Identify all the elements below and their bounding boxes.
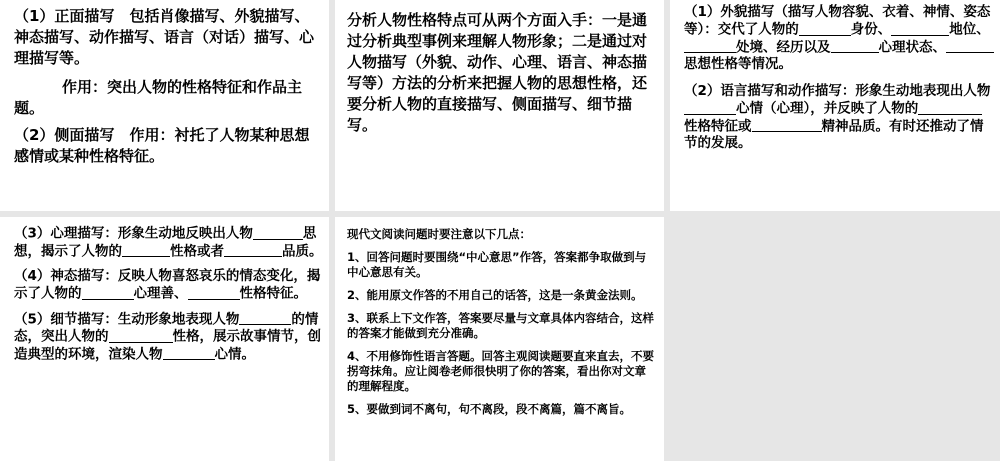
blank-field [253,225,293,240]
expression-description: （4）神态描写：反映人物喜怒哀乐的情态变化，揭示了人物的 心理善、 性格特征。 [14,268,321,302]
blank-field [188,285,240,300]
blank-field [946,39,994,54]
speech-action-description: （2）语言描写和动作描写：形象生动地表现出人物心情（心理），并反映了人物的性格特征或 精神品质。有时还推动了情节的发展。 [684,83,991,151]
empty-panel [670,217,1000,461]
appearance-description: （1）外貌描写（描写人物容貌、衣着、神情、姿态等）：交代了人物的 身份、 地位、处境、经历以及 心理状态、思想性格等情况。 [684,4,994,73]
blank-field [891,21,939,36]
panel-psychology-detail [0,217,329,461]
blank-field [799,21,851,36]
blank-field [752,118,822,133]
front-description-text: （1）正面描写 包括肖像描写、外貌描写、神态描写、动作描写、语言（对话）描写、心理描写等。 [14,7,315,67]
psychology-description: （3）心理描写：形象生动地反映出人物 思想，揭示了人物的 性格或者 品质。 [14,225,323,259]
blank-field [684,39,736,54]
reading-tip-item: 2、能用原文作答的不用自己的话答，这是一条黄金法则。 [347,288,643,302]
blank-field [122,243,170,258]
blank-field [224,243,272,258]
front-description-effect: 作用：突出人物的性格特征和作品主题。 [14,78,303,117]
blank-field [831,39,879,54]
panel-character-analysis [335,0,664,211]
detail-description: （5）细节描写：生动形象地表现人物 的情态，突出人物的 性格，展示故事情节，创造典型的环境，渲染人物 心情。 [14,311,321,362]
blank-field [684,100,736,115]
blank-field [82,285,134,300]
blank-field [918,100,982,115]
panel-appearance-speech [670,0,1000,211]
character-analysis-text: 分析人物性格特点可从两个方面入手：一是通过分析典型事例来理解人物形象；二是通过对人物描写（外貌、动作、心理、语言、神态描写等）方法的分析来把握人物的思想性格，还要分析人物的直接描写、侧面描写、细节描写。 [347,11,648,134]
blank-field [293,225,303,240]
reading-tip-item: 3、联系上下文作答，答案要尽量与文章具体内容结合，这样的答案才能做到充分准确。 [347,311,654,340]
blank-field [239,311,291,326]
reading-tip-item: 5、要做到词不离句，句不离段，段不离篇，篇不离旨。 [347,402,631,416]
reading-tips-title: 现代文阅读问题时要注意以下几点： [347,227,531,241]
reading-tip-item: 4、不用修饰性语言答题。回答主观阅读题要直来直去，不要拐弯抹角。应让阅卷老师很快明了你的答案，看出你对文章的理解程度。 [347,349,654,393]
blank-field [109,328,173,343]
side-description-text: （2）侧面描写 作用：衬托了人物某种思想感情或某种性格特征。 [14,126,310,165]
blank-field [939,21,949,36]
panel-description-types [0,0,329,211]
blank-field [163,346,215,361]
blank-field [272,243,282,258]
panel-reading-tips [335,217,664,461]
reading-tip-item: 1、回答问题时要围绕“中心意思”作答，答案都争取做到与中心意思有关。 [347,250,647,279]
